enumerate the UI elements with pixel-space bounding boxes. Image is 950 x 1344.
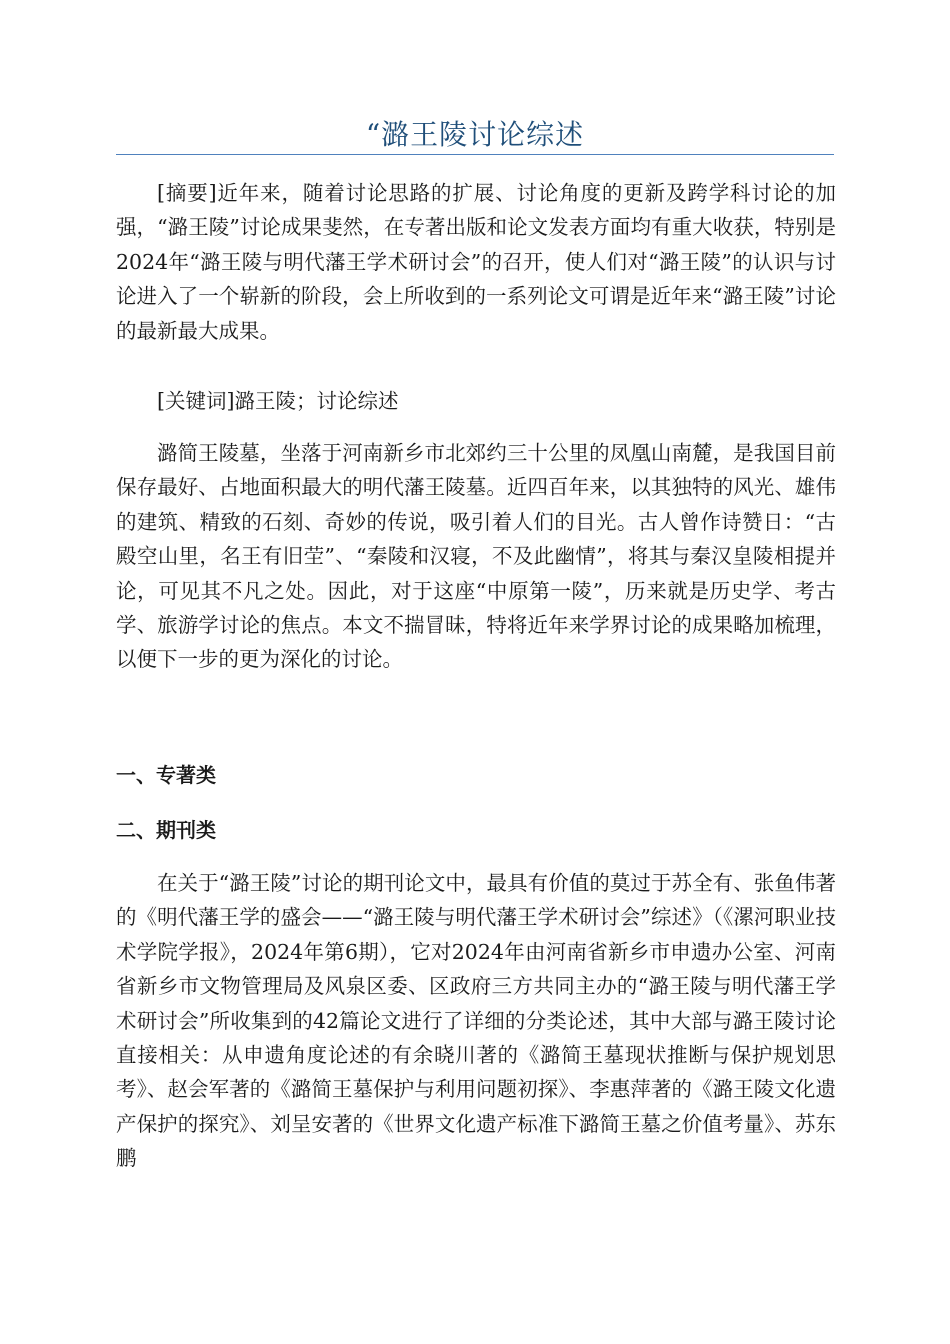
journals-block: [116, 866, 836, 1176]
heading-journals: [116, 815, 836, 845]
section-heading: 一、专著类: [116, 763, 216, 787]
abstract-block: [116, 176, 836, 348]
abstract-paragraph: [摘要]近年来，随着讨论思路的扩展、讨论角度的更新及跨学科讨论的加强，“潞王陵”讨论成果斐然，在专著出版和论文发表方面均有重大收获，特别是2024年“潞王陵与明代藩王学术研讨会”的召开，使人们对“潞王陵”的认识与讨论进入了一个崭新的阶段，会上所收到的一系列论文可谓是近年来“潞王陵”讨论的最新最大成果。: [116, 181, 836, 343]
keywords-paragraph: [关键词]潞王陵；讨论综述: [157, 389, 399, 413]
document-title: “潞王陵讨论综述: [365, 118, 585, 151]
keywords-block: [116, 384, 836, 418]
title-underline: [116, 154, 834, 155]
section-heading: 二、期刊类: [116, 818, 216, 842]
intro-block: [116, 436, 836, 677]
intro-paragraph: 潞简王陵墓，坐落于河南新乡市北郊约三十公里的凤凰山南麓，是我国目前保存最好、占地面积最大的明代藩王陵墓。近四百年来，以其独特的风光、雄伟的建筑、精致的石刻、奇妙的传说，吸引着人们的目光。古人曾作诗赞日：“古殿空山里，名王有旧茔”、“秦陵和汉寝，不及此幽情”，将其与秦汉皇陵相提并论，可见其不凡之处。因此，对于这座“中原第一陵”，历来就是历史学、考古学、旅游学讨论的焦点。本文不揣冒昧，特将近年来学界讨论的成果略加梳理，以便下一步的更为深化的讨论。: [116, 441, 836, 672]
heading-monographs: [116, 760, 836, 790]
journals-paragraph: 在关于“潞王陵”讨论的期刊论文中，最具有价值的莫过于苏全有、张鱼伟著的《明代藩王学的盛会——“潞王陵与明代藩王学术研讨会”综述》（《漯河职业技术学院学报》，2024年第6期），它对2024年由河南省新乡市申遗办公室、河南省新乡市文物管理局及风泉区委、区政府三方共同主办的“潞王陵与明代藩王学术研讨会”所收集到的42篇论文进行了详细的分类论述，其中大部与潞王陵讨论直接相关：从申遗角度论述的有余晓川著的《潞简王墓现状推断与保护规划思考》、赵会军著的《潞简王墓保护与利用问题初探》、李惠萍著的《潞王陵文化遗产保护的探究》、刘呈安著的《世界文化遗产标准下潞简王墓之价值考量》、苏东鹏: [116, 871, 836, 1171]
